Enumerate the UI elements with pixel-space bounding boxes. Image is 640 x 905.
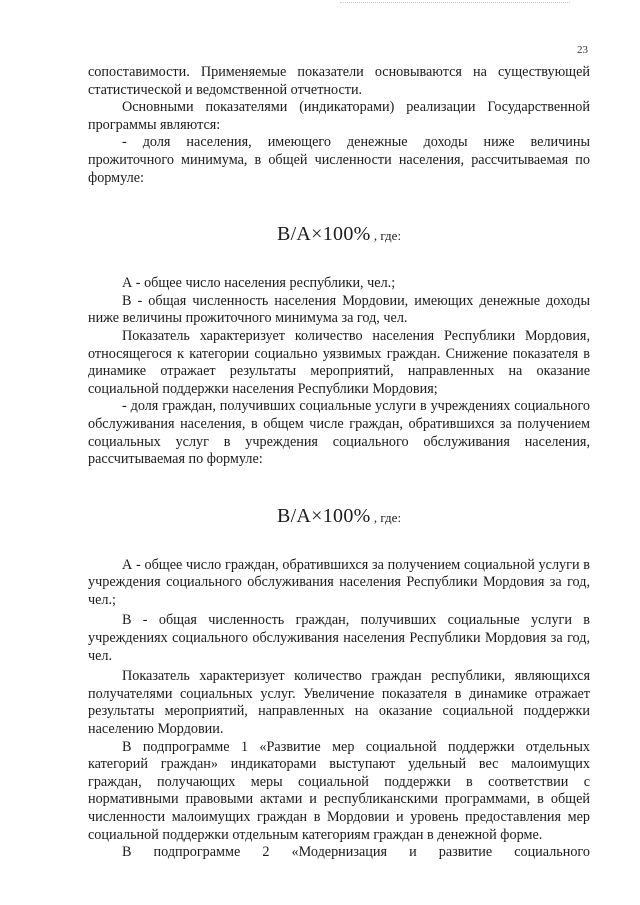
paragraph-indicator-2-description: Показатель характеризует количество граждан республики, являющихся получателями социальных услуг. Увеличение показателя в динамике отражает результаты мероприятий, направленных на оказание социальной поддержки населению Мордовии. <box>88 668 590 738</box>
formula-1 <box>88 223 590 247</box>
document-body <box>88 64 590 862</box>
definition-a-2: А - общее число граждан, обратившихся за получением социальной услуги в учреждения социального обслуживания населения Республики Мордовия за год, чел.; <box>88 556 590 608</box>
paragraph-indicators-intro: Основными показателями (индикаторами) реализации Государственной программы являются: <box>88 99 590 133</box>
formula-2-suffix: , где: <box>370 509 402 525</box>
paragraph-indicator-1-description: Показатель характеризует количество населения Республики Мордовия, относящегося к категории социально уязвимых граждан. Снижение показателя в динамике отражает результаты мероприятий, направленных на оказание социальной поддержки населения Республики Мордовия; <box>88 327 590 397</box>
definition-b-1: В - общая численность населения Мордовии, имеющих денежные доходы ниже величины прожиточного минимума за год, чел. <box>88 292 590 327</box>
formula-2-expression: B/A×100% <box>276 504 371 527</box>
paragraph-indicator-1: - доля населения, имеющего денежные доходы ниже величины прожиточного минимума, в общей численности населения, рассчитываемая по формуле: <box>88 134 590 186</box>
definition-b-2: В - общая численность граждан, получивших социальные услуги в учреждениях социального обслуживания населения Республики Мордовия за год, чел. <box>88 612 590 664</box>
paragraph-continuation: сопоставимости. Применяемые показатели основываются на существующей статистической и ведомственной отчетности. <box>88 64 590 98</box>
page-number: 23 <box>577 44 588 56</box>
paragraph-subprogram-2: В подпрограмме 2 «Модернизация и развитие социального <box>122 844 590 861</box>
formula-1-expression: B/A×100% <box>276 223 371 246</box>
formula-2 <box>88 505 590 529</box>
paragraph-indicator-2: - доля граждан, получивших социальные услуги в учреждениях социального обслуживания населения, в общем числе граждан, обратившихся за получением социальных услуг в учреждения социального обслуживания населения, рассчитываемая по формуле: <box>88 398 590 468</box>
definition-a-1: А - общее число населения республики, чел.; <box>122 275 396 292</box>
paragraph-subprogram-1: В подпрограмме 1 «Развитие мер социальной поддержки отдельных категорий граждан» индикаторами выступают удельный вес малоимущих граждан, получающих меры социальной поддержки в соответствии с нормативными правовыми актами и республиканскими программами, в общей численности малоимущих граждан в Мордовии и уровень предоставления мер социальной поддержки отдельным категориям граждан в денежной форме. <box>88 738 590 843</box>
scan-artifact <box>340 2 570 9</box>
formula-1-suffix: , где: <box>370 228 402 244</box>
